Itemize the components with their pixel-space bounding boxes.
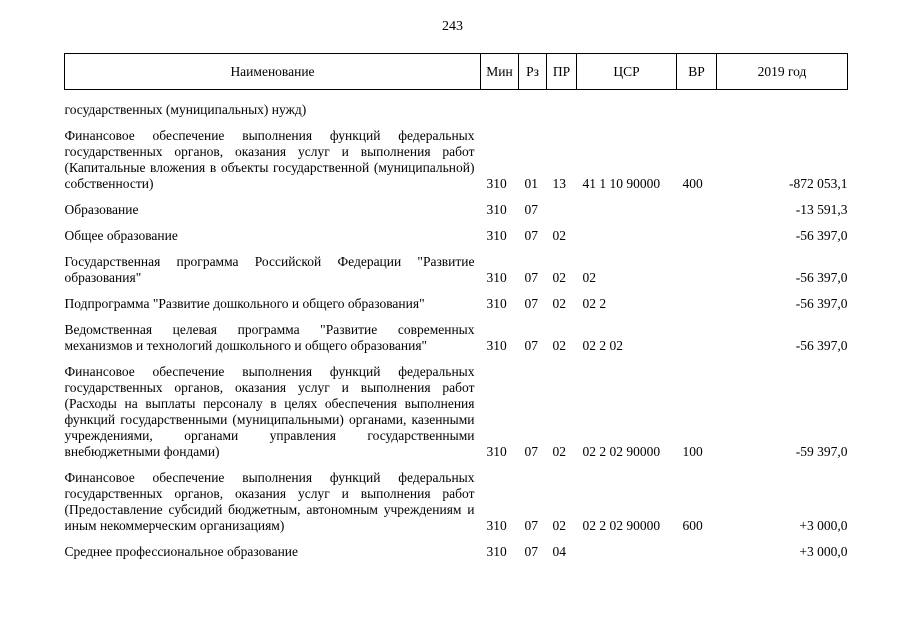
column-header-pr: ПР — [547, 54, 577, 90]
cell-min: 310 — [486, 518, 507, 533]
cell-name: Образование — [64, 202, 139, 217]
table-row — [65, 218, 848, 244]
cell-value: -56 397,0 — [795, 338, 848, 353]
cell-vr — [677, 534, 717, 560]
cell-rz: 07 — [524, 338, 538, 353]
table-row — [65, 354, 848, 460]
column-header-year: 2019 год — [717, 54, 848, 90]
cell-rz: 07 — [524, 270, 538, 285]
cell-pr: 02 — [552, 338, 566, 353]
table-row — [65, 534, 848, 560]
table-row — [65, 460, 848, 534]
cell-rz: 07 — [524, 518, 538, 533]
cell-min: 310 — [486, 202, 507, 217]
cell-csr — [577, 534, 677, 560]
cell-pr: 02 — [552, 270, 566, 285]
budget-table — [64, 53, 848, 560]
table-header — [65, 54, 848, 90]
cell-vr — [677, 90, 717, 119]
table-row — [65, 312, 848, 354]
cell-vr — [677, 244, 717, 286]
table-row — [65, 118, 848, 192]
cell-value: +3 000,0 — [799, 518, 848, 533]
cell-value: -56 397,0 — [795, 270, 848, 285]
cell-csr — [577, 218, 677, 244]
cell-vr — [677, 218, 717, 244]
cell-name: Среднее профессиональное образование — [64, 544, 299, 559]
table-row — [65, 286, 848, 312]
cell-min: 310 — [486, 338, 507, 353]
cell-vr: 400 — [682, 176, 703, 191]
cell-csr: 02 2 02 — [582, 338, 623, 353]
cell-vr — [677, 312, 717, 354]
cell-pr: 02 — [552, 444, 566, 459]
cell-min: 310 — [486, 270, 507, 285]
table-row — [65, 90, 848, 119]
cell-rz: 07 — [524, 228, 538, 243]
cell-vr: 100 — [682, 444, 703, 459]
column-header-min: Мин — [481, 54, 519, 90]
cell-min — [481, 90, 519, 119]
column-header-rz: Рз — [519, 54, 547, 90]
table-row — [65, 192, 848, 218]
cell-csr: 41 1 10 90000 — [582, 176, 661, 191]
cell-min: 310 — [486, 444, 507, 459]
cell-min: 310 — [486, 544, 507, 559]
cell-name: Ведомственная целевая программа "Развитие современных механизмов и технологий дошкольного и общего образования" — [64, 322, 475, 353]
cell-pr: 04 — [552, 544, 566, 559]
cell-value: -13 591,3 — [795, 202, 848, 217]
cell-vr: 600 — [682, 518, 703, 533]
cell-pr: 02 — [552, 228, 566, 243]
cell-value: +3 000,0 — [799, 544, 848, 559]
cell-min: 310 — [486, 228, 507, 243]
cell-name: Финансовое обеспечение выполнения функций федеральных государственных органов, оказания услуг и выполнения работ (Предоставление субсидий бюджетным, автономным учреждениям и иным некоммерческим организациям) — [64, 470, 475, 533]
cell-csr — [577, 90, 677, 119]
cell-vr — [677, 286, 717, 312]
cell-value: -872 053,1 — [789, 176, 848, 191]
cell-pr — [547, 90, 577, 119]
cell-csr: 02 — [582, 270, 596, 285]
cell-value — [717, 90, 848, 119]
cell-csr: 02 2 — [582, 296, 607, 311]
cell-name: Финансовое обеспечение выполнения функций федеральных государственных органов, оказания услуг и выполнения работ (Расходы на выплаты персоналу в целях обеспечения выполнения функций государственными (муниципальными) органами, казенными учреждениями, органами управления государственными внебюджетными фондами) — [64, 364, 475, 459]
cell-rz: 01 — [524, 176, 538, 191]
cell-value: -56 397,0 — [795, 228, 848, 243]
cell-pr: 02 — [552, 518, 566, 533]
page-number: 243 — [442, 19, 463, 34]
table-body — [65, 90, 848, 561]
cell-csr — [577, 192, 677, 218]
column-header-vr: ВР — [677, 54, 717, 90]
cell-value: -59 397,0 — [795, 444, 848, 459]
cell-vr — [677, 192, 717, 218]
cell-pr: 02 — [552, 296, 566, 311]
cell-rz: 07 — [524, 444, 538, 459]
cell-name: Государственная программа Российской Федерации "Развитие образования" — [64, 254, 475, 285]
cell-csr: 02 2 02 90000 — [582, 518, 661, 533]
cell-min: 310 — [486, 296, 507, 311]
cell-name: Общее образование — [64, 228, 178, 243]
cell-rz — [519, 90, 547, 119]
cell-csr: 02 2 02 90000 — [582, 444, 661, 459]
cell-rz: 07 — [524, 544, 538, 559]
cell-min: 310 — [486, 176, 507, 191]
cell-name: Финансовое обеспечение выполнения функций федеральных государственных органов, оказания услуг и выполнения работ (Капитальные вложения в объекты государственной (муниципальной) собственности) — [64, 128, 475, 191]
column-header-name: Наименование — [65, 54, 481, 90]
cell-pr — [547, 192, 577, 218]
cell-value: -56 397,0 — [795, 296, 848, 311]
cell-rz: 07 — [524, 202, 538, 217]
cell-name: государственных (муниципальных) нужд) — [64, 102, 307, 117]
table-row — [65, 244, 848, 286]
cell-pr: 13 — [552, 176, 566, 191]
cell-rz: 07 — [524, 296, 538, 311]
cell-name: Подпрограмма "Развитие дошкольного и общего образования" — [64, 296, 425, 311]
column-header-csr: ЦСР — [577, 54, 677, 90]
